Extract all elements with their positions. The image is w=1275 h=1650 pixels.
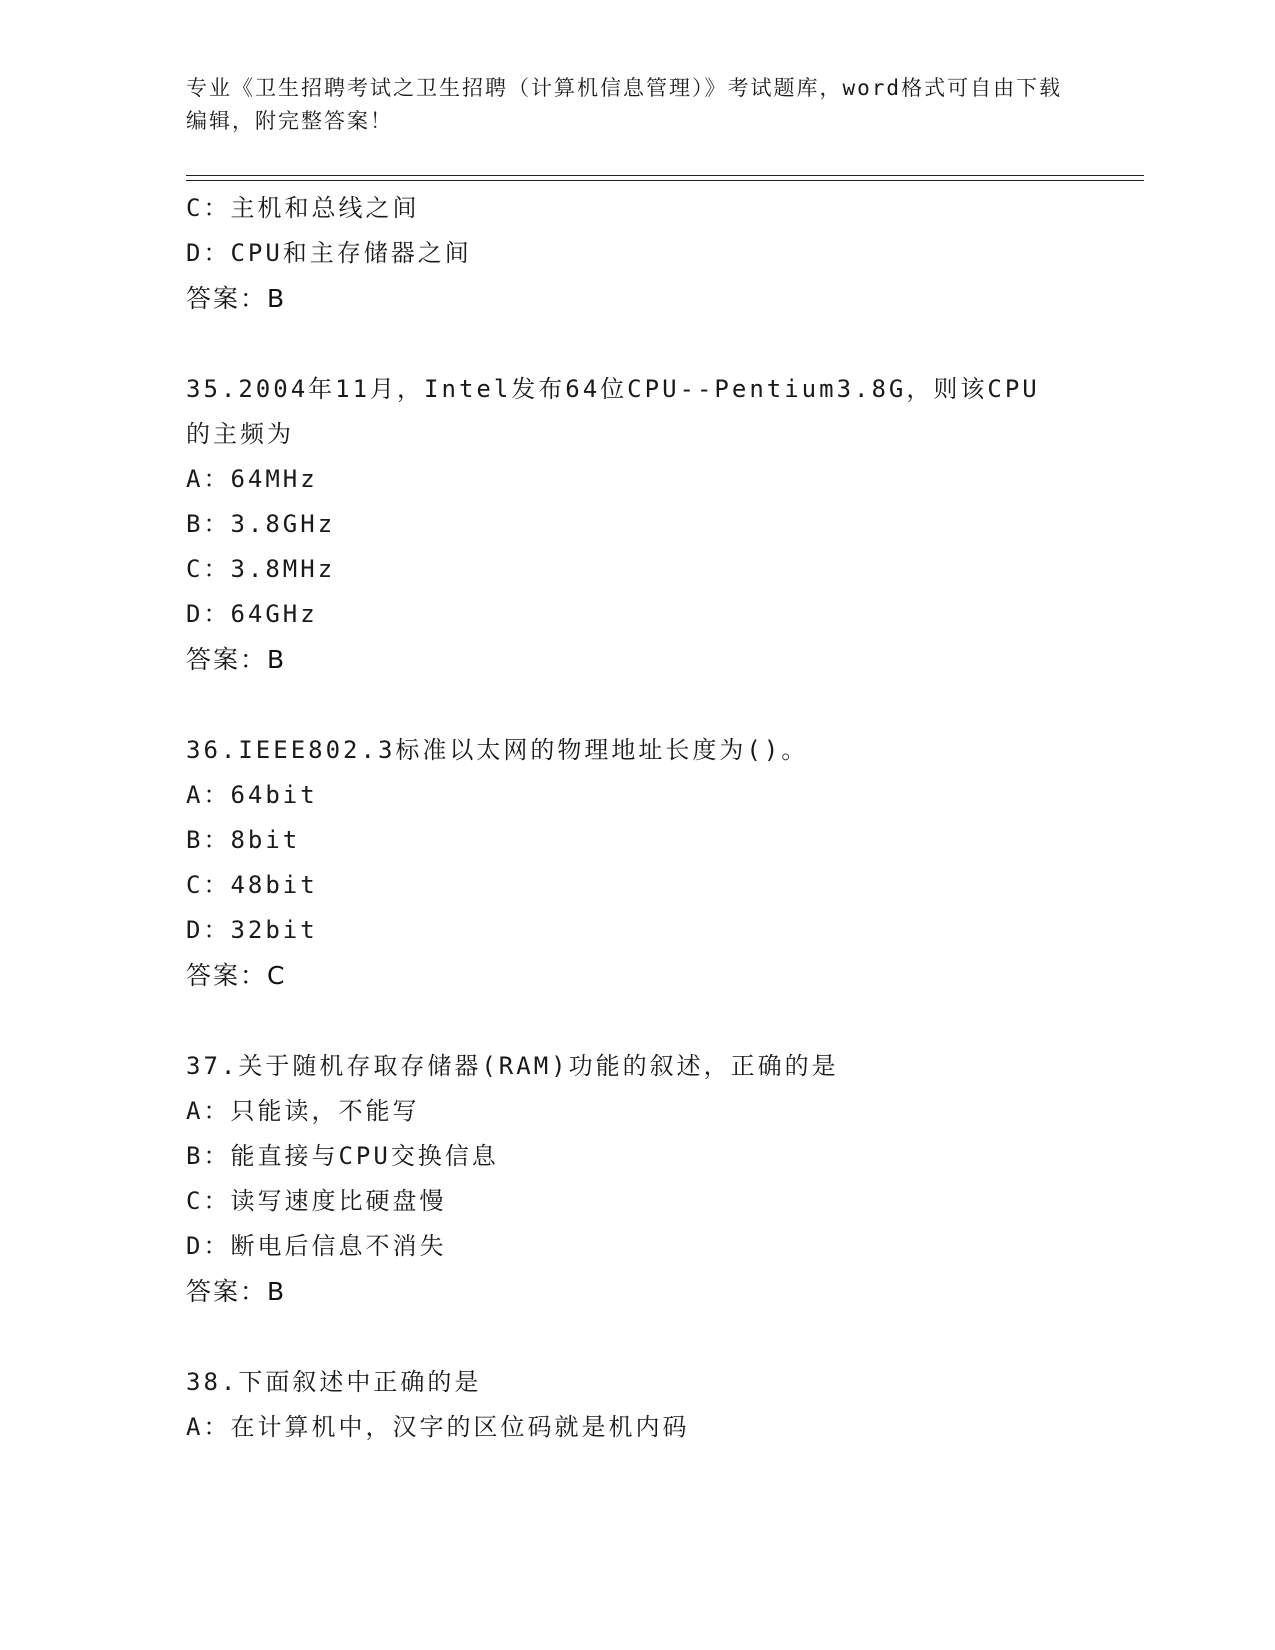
question-38 [186, 1360, 1086, 1450]
option-d: D：断电后信息不消失 [186, 1232, 447, 1260]
header-rule-top [186, 175, 1144, 176]
option-b: B：8bit [186, 826, 301, 854]
question-37 [186, 1044, 1086, 1314]
option-a: A：在计算机中，汉字的区位码就是机内码 [186, 1413, 690, 1441]
spacer [186, 682, 1086, 728]
question-stem: 37.关于随机存取存储器(RAM)功能的叙述，正确的是 [186, 1052, 839, 1080]
question-34-continuation [186, 186, 1086, 321]
option-d: D：64GHz [186, 600, 318, 628]
question-stem: 38.下面叙述中正确的是 [186, 1368, 482, 1396]
document-header [186, 72, 1066, 138]
option-c: C：主机和总线之间 [186, 194, 420, 222]
option-b: B：能直接与CPU交换信息 [186, 1142, 499, 1170]
option-a: A：只能读，不能写 [186, 1097, 420, 1125]
answer: 答案：B [186, 645, 287, 674]
option-c: C：48bit [186, 871, 318, 899]
header-text: 专业《卫生招聘考试之卫生招聘（计算机信息管理）》考试题库，word格式可自由下载编辑，附完整答案！ [186, 76, 1063, 133]
question-35 [186, 367, 1086, 682]
question-stem: 35.2004年11月，Intel发布64位CPU--Pentium3.8G，则该CPU的主频为 [186, 375, 1040, 448]
answer: 答案：B [186, 1277, 287, 1306]
question-list [186, 186, 1086, 1450]
option-c: C：读写速度比硬盘慢 [186, 1187, 447, 1215]
option-a: A：64MHz [186, 465, 318, 493]
option-a: A：64bit [186, 781, 318, 809]
answer: 答案：B [186, 284, 287, 313]
header-rule-bottom [186, 180, 1144, 181]
answer: 答案：C [186, 961, 287, 990]
option-d: D：32bit [186, 916, 318, 944]
question-stem: 36.IEEE802.3标准以太网的物理地址长度为()。 [186, 736, 809, 764]
spacer [186, 1314, 1086, 1360]
option-c: C：3.8MHz [186, 555, 336, 583]
question-36 [186, 728, 1086, 998]
spacer [186, 321, 1086, 367]
spacer [186, 998, 1086, 1044]
option-b: B：3.8GHz [186, 510, 336, 538]
option-d: D：CPU和主存储器之间 [186, 239, 472, 267]
